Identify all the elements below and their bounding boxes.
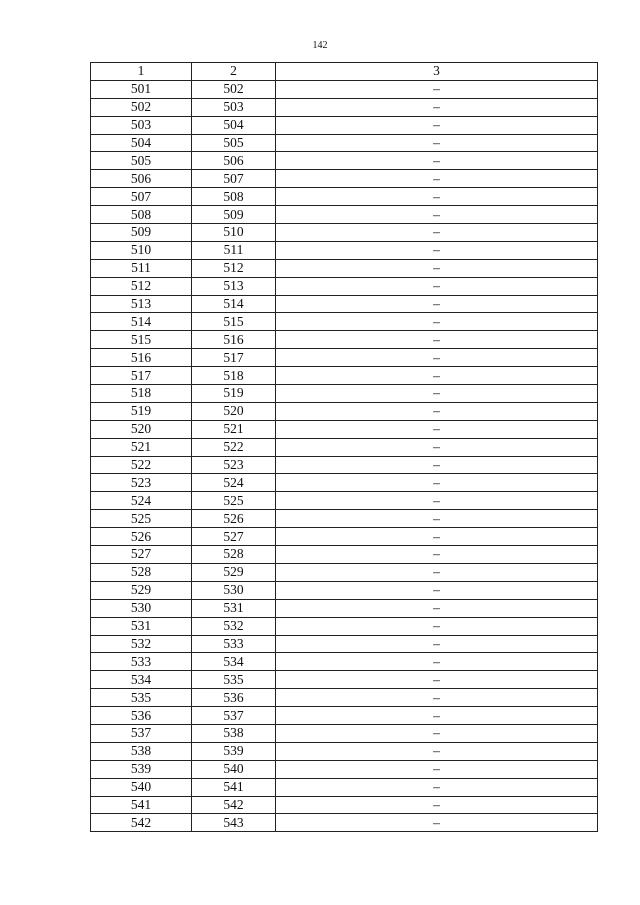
column-header-2: 2 [192,63,276,81]
table-row [91,617,598,635]
table-cell-col-1: 522 [91,456,192,474]
table-cell-col-3: – [276,438,598,456]
table-row [91,367,598,385]
table-cell-col-2: 542 [192,796,276,814]
table-cell-col-3: – [276,98,598,116]
table-cell-col-2: 524 [192,474,276,492]
table-row [91,241,598,259]
table-cell-col-3: – [276,581,598,599]
table-row [91,313,598,331]
table-cell-col-1: 515 [91,331,192,349]
table-row [91,671,598,689]
table-cell-col-1: 533 [91,653,192,671]
table-cell-col-3: – [276,349,598,367]
table-cell-col-2: 543 [192,814,276,832]
table-cell-col-3: – [276,653,598,671]
table-row [91,653,598,671]
table-row [91,188,598,206]
table-cell-col-1: 532 [91,635,192,653]
table-cell-col-3: – [276,277,598,295]
table-cell-col-2: 509 [192,206,276,224]
table-cell-col-3: – [276,241,598,259]
table-cell-col-2: 502 [192,80,276,98]
table-cell-col-1: 529 [91,581,192,599]
table-row [91,546,598,564]
table-cell-col-1: 540 [91,778,192,796]
table-cell-col-1: 513 [91,295,192,313]
table-row [91,277,598,295]
table-cell-col-2: 506 [192,152,276,170]
table-cell-col-1: 503 [91,116,192,134]
table-cell-col-2: 512 [192,259,276,277]
table-cell-col-2: 526 [192,510,276,528]
table-cell-col-3: – [276,259,598,277]
table-row [91,331,598,349]
table-cell-col-1: 525 [91,510,192,528]
table-cell-col-2: 515 [192,313,276,331]
table-cell-col-1: 507 [91,188,192,206]
table-row [91,420,598,438]
table-cell-col-1: 514 [91,313,192,331]
table-cell-col-3: – [276,152,598,170]
table-cell-col-1: 502 [91,98,192,116]
table-cell-col-3: – [276,170,598,188]
table-cell-col-1: 534 [91,671,192,689]
table-row [91,80,598,98]
table-cell-col-1: 527 [91,546,192,564]
table-cell-col-2: 533 [192,635,276,653]
table-cell-col-2: 541 [192,778,276,796]
table-cell-col-1: 516 [91,349,192,367]
table-cell-col-3: – [276,116,598,134]
table-cell-col-1: 541 [91,796,192,814]
table-row [91,385,598,403]
table-cell-col-1: 512 [91,277,192,295]
table-row [91,492,598,510]
table-cell-col-3: – [276,528,598,546]
table-cell-col-3: – [276,671,598,689]
table-row [91,742,598,760]
table-cell-col-1: 518 [91,385,192,403]
table-cell-col-1: 519 [91,402,192,420]
table-row [91,778,598,796]
table-cell-col-1: 510 [91,241,192,259]
table-row [91,456,598,474]
table-cell-col-3: – [276,510,598,528]
column-header-3: 3 [276,63,598,81]
table-row [91,563,598,581]
table-row [91,402,598,420]
page-number: 142 [312,40,328,51]
table-cell-col-2: 514 [192,295,276,313]
table-cell-col-3: – [276,385,598,403]
table-cell-col-2: 535 [192,671,276,689]
table-cell-col-2: 510 [192,224,276,242]
table-cell-col-1: 531 [91,617,192,635]
table-cell-col-2: 521 [192,420,276,438]
table-cell-col-1: 523 [91,474,192,492]
table-cell-col-3: – [276,456,598,474]
table-cell-col-1: 501 [91,80,192,98]
table-cell-col-3: – [276,760,598,778]
table-row [91,814,598,832]
table-cell-col-1: 505 [91,152,192,170]
table-cell-col-3: – [276,367,598,385]
table-cell-col-1: 511 [91,259,192,277]
table-cell-col-1: 537 [91,724,192,742]
table-cell-col-2: 538 [192,724,276,742]
table-cell-col-3: – [276,689,598,707]
table-cell-col-2: 530 [192,581,276,599]
table-row [91,760,598,778]
table-cell-col-3: – [276,635,598,653]
table-cell-col-1: 542 [91,814,192,832]
table-cell-col-2: 523 [192,456,276,474]
table-row [91,689,598,707]
table-row [91,152,598,170]
table-cell-col-1: 504 [91,134,192,152]
table-cell-col-3: – [276,224,598,242]
table-cell-col-1: 508 [91,206,192,224]
table-row [91,796,598,814]
table-cell-col-3: – [276,778,598,796]
table-cell-col-2: 520 [192,402,276,420]
table-cell-col-3: – [276,546,598,564]
table-cell-col-1: 521 [91,438,192,456]
table-cell-col-3: – [276,80,598,98]
table-row [91,510,598,528]
table-row [91,224,598,242]
table-cell-col-3: – [276,814,598,832]
table-cell-col-2: 511 [192,241,276,259]
table-cell-col-1: 528 [91,563,192,581]
table-cell-col-1: 526 [91,528,192,546]
table-cell-col-3: – [276,420,598,438]
table-cell-col-2: 531 [192,599,276,617]
table-cell-col-2: 517 [192,349,276,367]
table-row [91,707,598,725]
table-cell-col-2: 525 [192,492,276,510]
table-cell-col-3: – [276,796,598,814]
table-cell-col-3: – [276,188,598,206]
table-cell-col-3: – [276,492,598,510]
table-cell-col-3: – [276,331,598,349]
table-cell-col-2: 528 [192,546,276,564]
table-cell-col-2: 532 [192,617,276,635]
table-cell-col-1: 506 [91,170,192,188]
table-cell-col-2: 539 [192,742,276,760]
table-body [91,80,598,831]
table-cell-col-1: 524 [91,492,192,510]
column-header-1: 1 [91,63,192,81]
table-cell-col-1: 530 [91,599,192,617]
table-cell-col-2: 529 [192,563,276,581]
table-cell-col-3: – [276,474,598,492]
table-cell-col-1: 517 [91,367,192,385]
table-cell-col-3: – [276,599,598,617]
table-row [91,438,598,456]
table-row [91,581,598,599]
table-cell-col-1: 509 [91,224,192,242]
table-cell-col-1: 536 [91,707,192,725]
table-cell-col-1: 538 [91,742,192,760]
table-row [91,599,598,617]
table-cell-col-2: 536 [192,689,276,707]
table-cell-col-2: 540 [192,760,276,778]
table-row [91,259,598,277]
table-header-row [91,63,598,81]
table-row [91,474,598,492]
table-cell-col-2: 505 [192,134,276,152]
table-cell-col-1: 535 [91,689,192,707]
table-cell-col-3: – [276,402,598,420]
table-cell-col-2: 527 [192,528,276,546]
data-table [90,62,598,832]
table-cell-col-1: 520 [91,420,192,438]
table-row [91,116,598,134]
table-row [91,295,598,313]
table-cell-col-2: 516 [192,331,276,349]
table-cell-col-2: 504 [192,116,276,134]
table-row [91,528,598,546]
table-cell-col-3: – [276,134,598,152]
table-cell-col-3: – [276,742,598,760]
table-cell-col-2: 513 [192,277,276,295]
table-cell-col-3: – [276,724,598,742]
table-row [91,98,598,116]
table-row [91,206,598,224]
table-row [91,724,598,742]
table-cell-col-1: 539 [91,760,192,778]
table-cell-col-2: 522 [192,438,276,456]
table-cell-col-2: 503 [192,98,276,116]
table-cell-col-3: – [276,295,598,313]
table-row [91,170,598,188]
table-cell-col-3: – [276,563,598,581]
table-cell-col-2: 534 [192,653,276,671]
table-cell-col-3: – [276,206,598,224]
table-cell-col-3: – [276,707,598,725]
table-cell-col-3: – [276,617,598,635]
table-row [91,349,598,367]
table-cell-col-2: 518 [192,367,276,385]
table-row [91,635,598,653]
table-cell-col-2: 537 [192,707,276,725]
table-cell-col-2: 508 [192,188,276,206]
table-cell-col-3: – [276,313,598,331]
table-cell-col-2: 507 [192,170,276,188]
table-row [91,134,598,152]
table-cell-col-2: 519 [192,385,276,403]
